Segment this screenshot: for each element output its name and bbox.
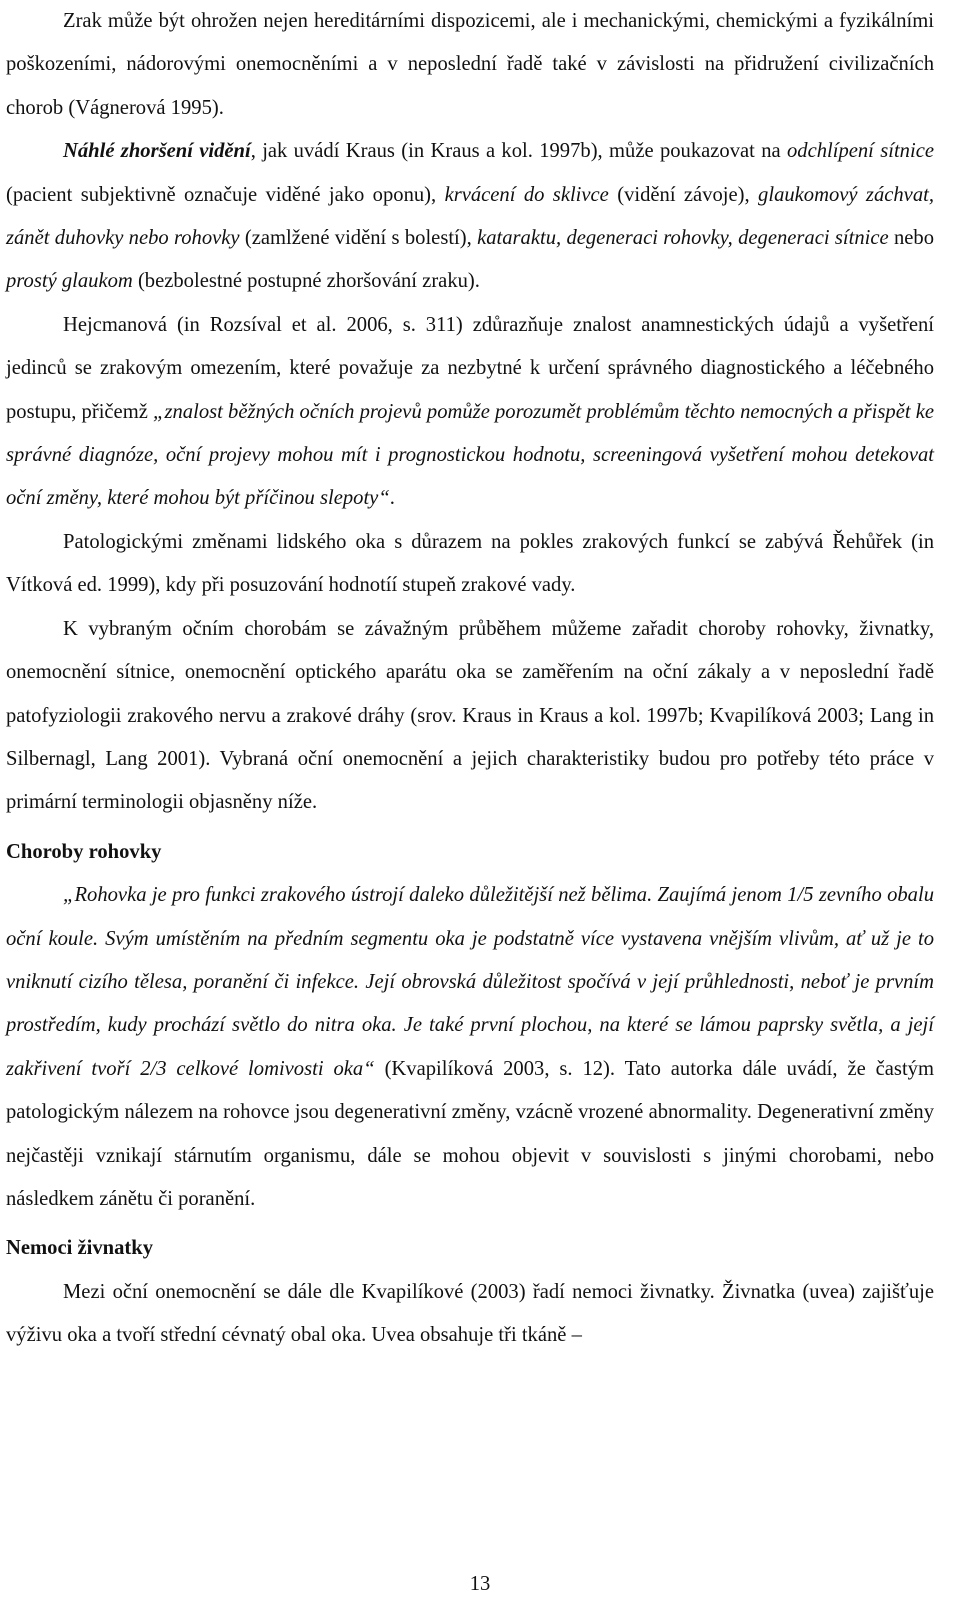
paragraph-pathological-changes	[6, 521, 934, 608]
text: Hejcmanová (in Rozsíval et al. 2006, s. 311) zdůrazňuje znalost anamnestických údajů a vyšetření jedinců se zrakovým omezením, které považuje za nezbytné k určení správného diagnostického a léčebného postupu, přičemž	[6, 313, 934, 423]
term: kataraktu, degeneraci rohovky, degeneraci sítnice	[477, 227, 889, 250]
quotation: „Rohovka je pro funkci zrakového ústrojí daleko důležitější než bělima. Zaujímá jenom 1/5 zevního obalu oční koule. Svým umístěním na předním segmentu oka je podstatně více vystavena vnějším vlivům, ať už je to vniknutí cizího tělesa, poranění či infekce. Její obrovská důležitost spočívá v její průhlednosti, neboť je prvním prostředím, kudy prochází světlo do nitra oka. Je také první plochou, na které se lámou paprsky světla, a její zakřivení tvoří 2/3 celkové lomivosti oka“	[6, 884, 934, 1080]
text: (Kvapilíková 2003, s. 12). Tato autorka dále uvádí, že častým patologickým nálezem na rohovce jsou degenerativní změny, vzácně vrozené abnormality. Degenerativní změny nejčastěji vznikají stárnutím organismu, dále se mohou objevit v souvislosti s jinými chorobami, nebo následkem zánětu či poranění.	[6, 1057, 934, 1210]
term: glaukomový záchvat, zánět duhovky nebo rohovky	[6, 183, 934, 250]
text: nebo	[888, 227, 934, 250]
term: prostý glaukom	[6, 270, 133, 293]
document-page	[6, 0, 934, 1358]
term: krvácení do sklivce	[444, 183, 609, 206]
paragraph-cornea	[6, 874, 934, 1221]
text: .	[389, 487, 395, 510]
text: K vybraným očním chorobám se závažným průběhem můžeme zařadit choroby rohovky, živnatky, onemocnění sítnice, onemocnění optického aparátu oka se zaměřením na oční zákaly a v neposlední řadě patofyziologii zrakového nervu a zrakové dráhy (srov. Kraus in Kraus a kol. 1997b; Kvapilíková 2003; Lang in Silbernagl, Lang 2001). Vybraná oční onemocnění a jejich charakteristiky budou pro potřeby této práce v primární terminologii objasněny níže.	[6, 617, 934, 814]
paragraph-vision-threats	[6, 0, 934, 130]
text: (zamlžené vidění s bolestí),	[239, 227, 478, 250]
section-heading-cornea: Choroby rohovky	[6, 840, 162, 863]
paragraph-eye-diseases	[6, 608, 934, 825]
text: (vidění závoje),	[608, 183, 759, 206]
text: Patologickými změnami lidského oka s důrazem na pokles zrakových funkcí se zabývá Řehůřek (in Vítková ed. 1999), kdy při posuzování hodnotíí stupeň zrakové vady.	[6, 530, 934, 597]
paragraph-anamnesis	[6, 304, 934, 521]
text: Mezi oční onemocnění se dále dle Kvapilíkové (2003) řadí nemoci živnatky. Živnatka (uvea) zajišťuje výživu oka a tvoří střední cévnatý obal oka. Uvea obsahuje tři tkáně –	[6, 1280, 934, 1347]
text: , jak uvádí Kraus (in Kraus a kol. 1997b), může poukazovat na	[250, 140, 787, 163]
emphasis-term: Náhlé zhoršení vidění	[63, 140, 251, 163]
paragraph-sudden-vision-loss	[6, 130, 934, 304]
text: (pacient subjektivně označuje viděné jako oponu),	[6, 183, 445, 206]
term: odchlípení sítnice	[786, 140, 934, 163]
paragraph-uvea	[6, 1271, 934, 1358]
text: (bezbolestné postupné zhoršování zraku).	[132, 270, 480, 293]
section-heading-uvea: Nemoci živnatky	[6, 1237, 153, 1260]
page-number: 13	[469, 1573, 491, 1595]
text: Zrak může být ohrožen nejen hereditárními dispozicemi, ale i mechanickými, chemickými a fyzikálními poškozeními, nádorovými onemocněními a v neposlední řadě také v závislosti na přidružení civilizačních chorob (Vágnerová 1995).	[6, 10, 934, 119]
quotation: „znalost běžných očních projevů pomůže porozumět problémům těchto nemocných a přispět ke správné diagnóze, oční projevy mohou mít i prognostickou hodnotu, screeningová vyšetření mohou detekovat oční změny, které mohou být příčinou slepoty“	[6, 400, 935, 510]
